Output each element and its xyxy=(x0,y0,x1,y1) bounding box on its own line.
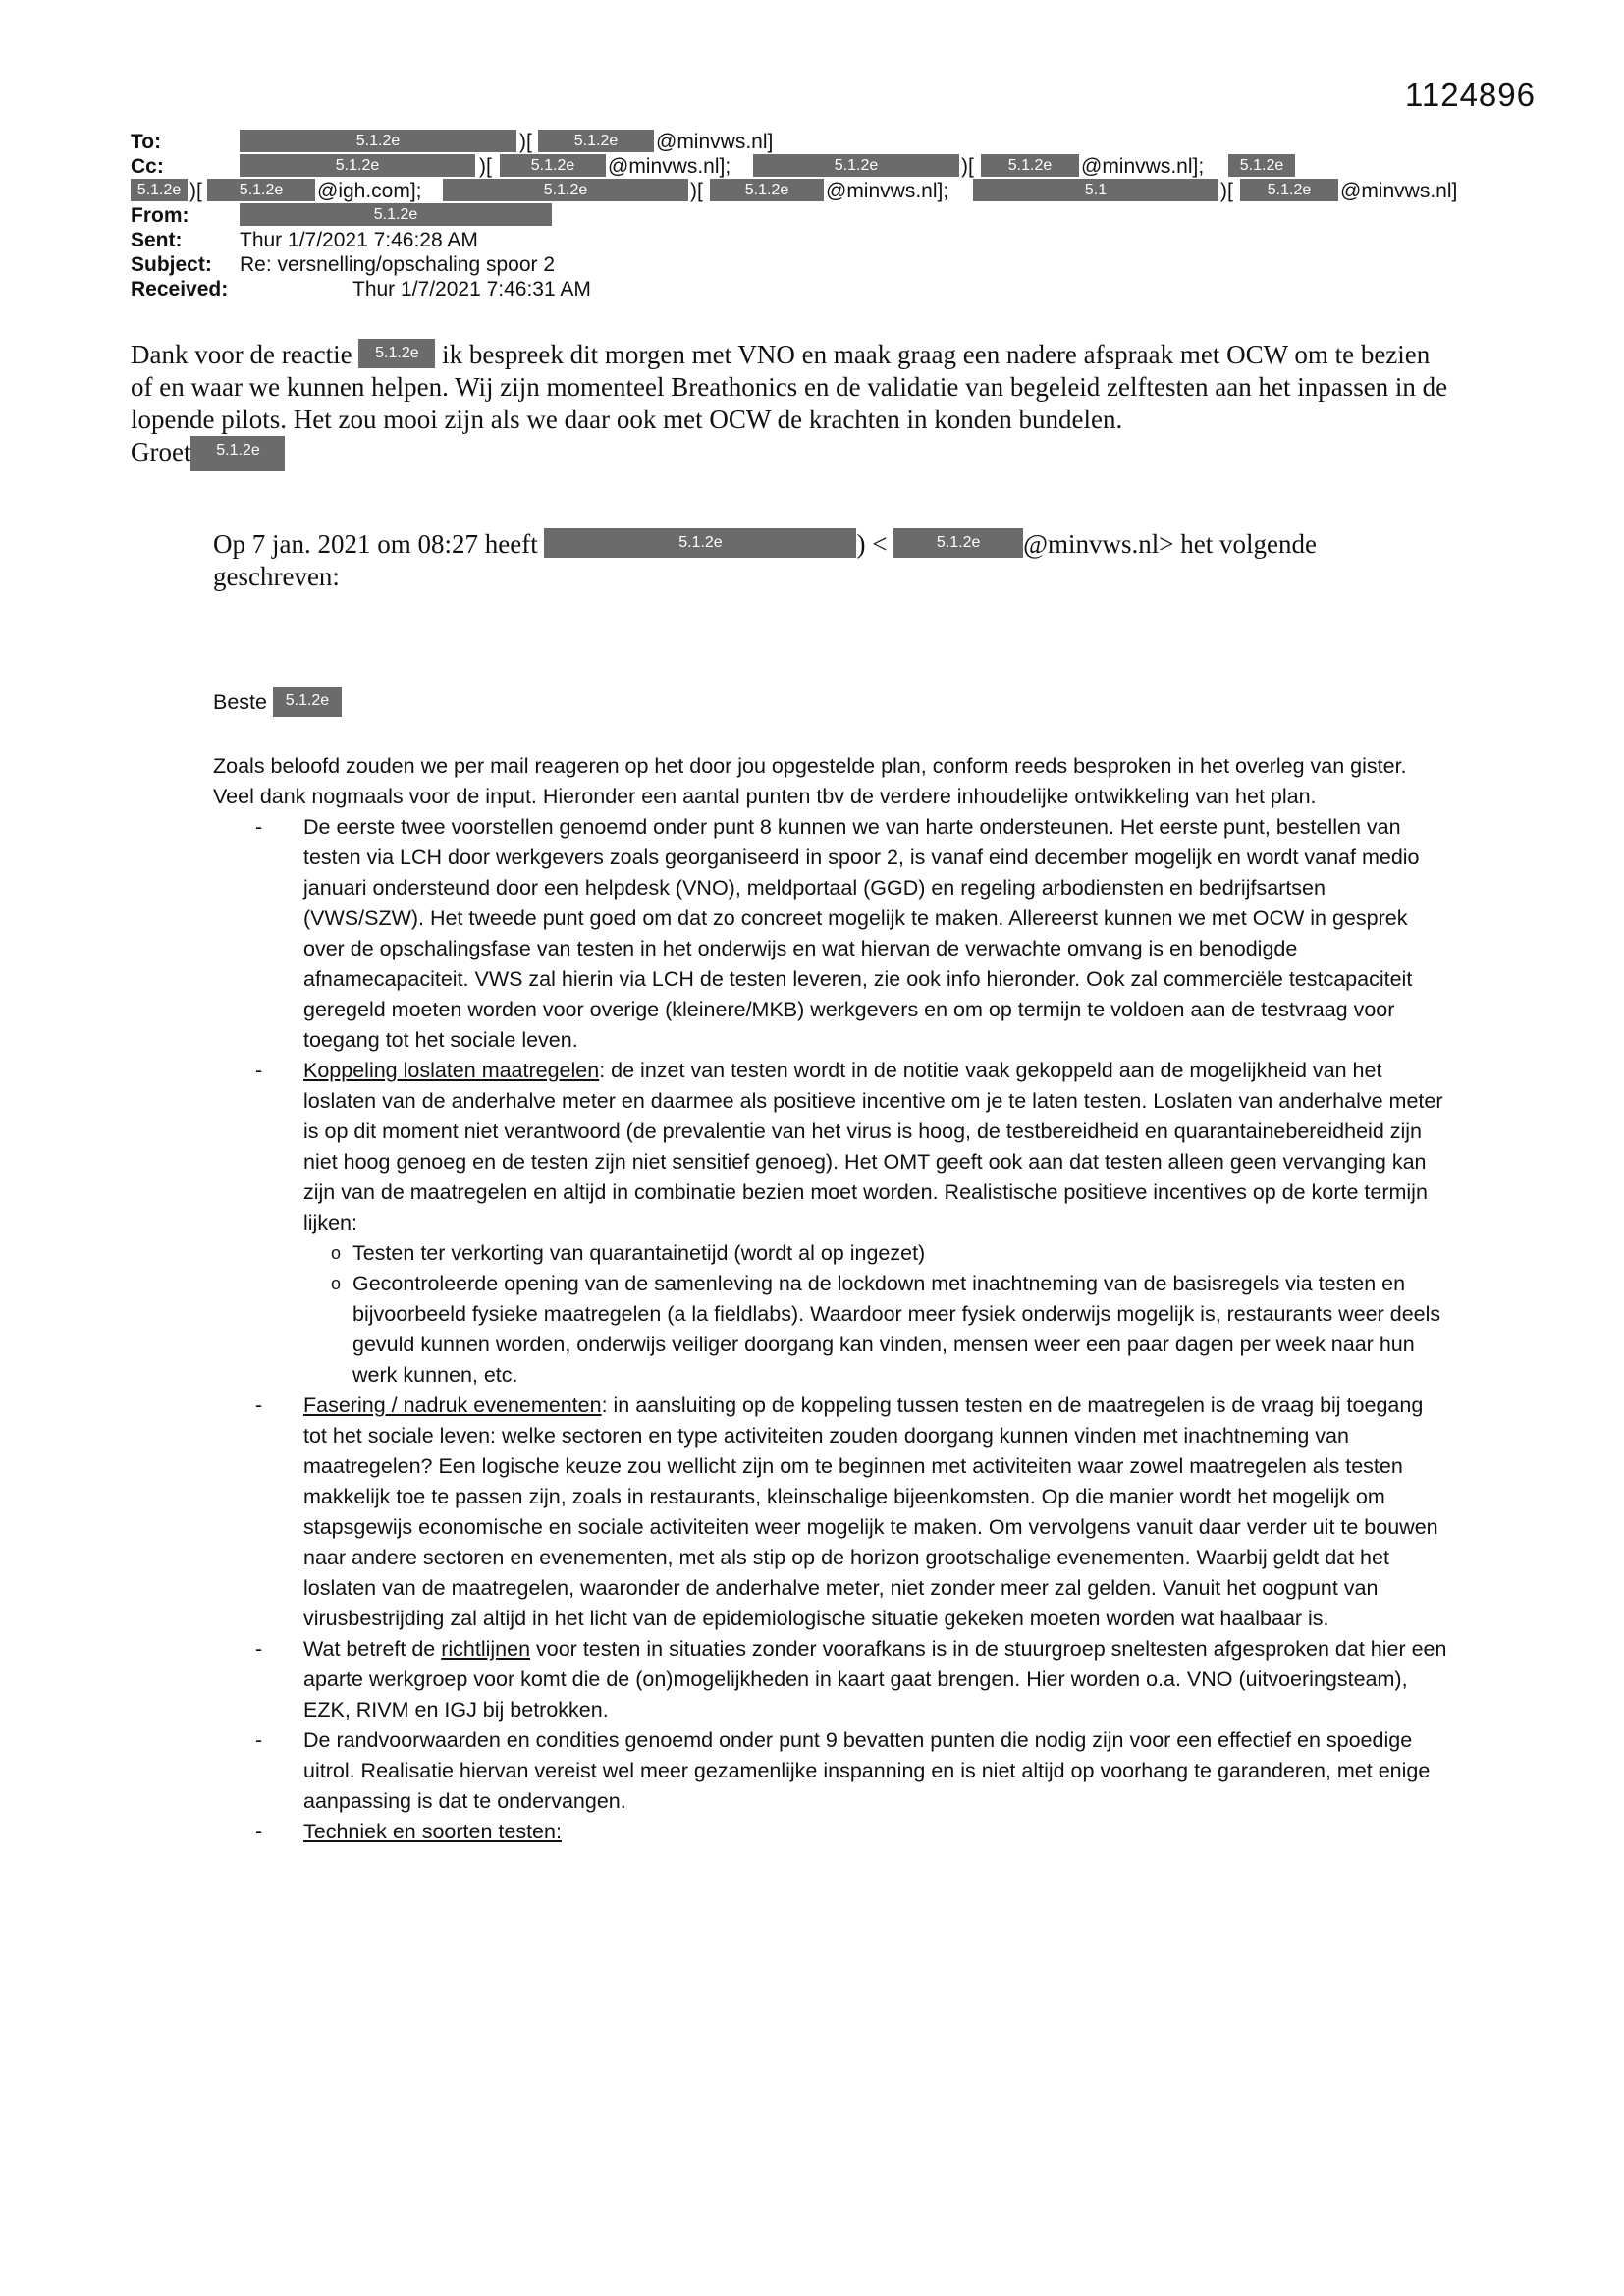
bracket-text: )[ xyxy=(1220,180,1233,202)
header-cc-row xyxy=(131,154,1505,179)
quote-line-2: geschreven: xyxy=(213,562,340,591)
redaction-box: 5.1.2e xyxy=(893,528,1023,558)
bullet-text: : in aansluiting op de koppeling tussen testen en de maatregelen is de vraag bij toegang tot het sociale leven: welke sectoren en type activiteiten zouden doorgang kunnen vinden met inachtneming van maatregelen? Een logische keuze zou wellicht zijn om te beginnen met activiteiten waar zowel maatregelen als testen makkelijk toe te passen zijn, zoals in restaurants, kleinschalige bijeenkomsten. Op die manier wordt het mogelijk om stapsgewijs economische en sociale activiteiten weer mogelijk te maken. Om vervolgens vanuit daar verder uit te bouwen naar andere sectoren en evenementen, met als stip op de horizon grootschalige evenementen. Waarbij geldt dat het loslaten van de maatregelen, waaronder de anderhalve meter, niet zonder meer zal gelden. Vanuit het oogpunt van virusbestrijding zal altijd in het licht van de epidemiologische situatie gekeken moeten worden wat haalbaar is. xyxy=(303,1394,1438,1630)
quote-text: ) < xyxy=(856,529,888,559)
reply-line-2: of en waar we kunnen helpen. Wij zijn momenteel Breathonics en de validatie van begeleid zelftesten aan het inpassen in de xyxy=(131,372,1448,402)
email-domain: @minvws.nl] xyxy=(1340,180,1458,202)
header-to-row xyxy=(131,130,1505,154)
intro-paragraph: Zoals beloofd zouden we per mail reageren op het door jou opgestelde plan, conform reeds besproken in het overleg van gister. Veel dank nogmaals voor de input. Hieronder een aantal punten tbv de verdere inhoudelijke ontwikkeling van het plan. xyxy=(213,754,1407,808)
sub-list xyxy=(303,1238,1450,1391)
bracket-text: )[ xyxy=(479,155,492,178)
redaction-box: 5.1.2e xyxy=(240,203,552,226)
list-item: - De randvoorwaarden en condities genoemd onder punt 9 bevatten punten die nodig zijn voor een effectief en spoedige uitrol. Realisatie hiervan vereist wel meer gezamenlijke inspanning en is niet altijd op voorhang te garanderen, met enige aanpassing is dat te ondervangen. xyxy=(213,1725,1450,1817)
reply-greeting-line xyxy=(131,436,1525,471)
bullet-heading: richtlijnen xyxy=(441,1637,531,1661)
bullet-text: Wat betreft de xyxy=(303,1637,442,1661)
redaction-box: 5.1.2e xyxy=(190,436,285,471)
header-cc-continuation xyxy=(131,179,1505,203)
reply-line-1 xyxy=(131,339,1525,371)
sub-list-item: o Gecontroleerde opening van de samenleving na de lockdown met inachtneming van de basisregels via testen en bijvoorbeeld fysieke maatregelen (a la fieldlabs). Waardoor meer fysiek onderwijs mogelijk is, restaurants weer deels gevuld kunnen worden, onderwijs veiliger doorgang kan vinden, mensen weer een paar dagen per week naar hun werk kunnen, etc. xyxy=(303,1269,1450,1391)
redaction-box: 5.1.2e xyxy=(981,154,1079,177)
header-from-row xyxy=(131,203,1505,228)
redaction-box: 5.1.2e xyxy=(500,154,606,177)
bullet-text: voor testen in situaties zonder voorafkans is in de stuurgroep sneltesten afgesproken dat hier een aparte werkgroep voor komt die de (on)mogelijkheden in kaart gaat brengen. Hier worden o.a. VNO (uitvoeringsteam), EZK, RIVM en IGJ bij betrokken. xyxy=(303,1637,1447,1722)
reply-text: Dank voor de reactie xyxy=(131,340,352,369)
redaction-box: 5.1.2e xyxy=(1228,154,1295,177)
redaction-box: 5.1.2e xyxy=(207,179,315,201)
from-label: From: xyxy=(131,204,189,227)
document-id: 1124896 xyxy=(1404,77,1536,113)
spacer xyxy=(213,718,1450,751)
bracket-text: )[ xyxy=(189,180,202,202)
salutation xyxy=(213,687,1450,718)
email-domain: @minvws.nl]; xyxy=(608,155,731,178)
bullet-heading: Koppeling loslaten maatregelen xyxy=(303,1059,600,1082)
bracket-text: )[ xyxy=(961,155,974,178)
greeting-text: Groet xyxy=(131,437,191,466)
reply-message xyxy=(131,339,1525,471)
list-item xyxy=(213,1056,1450,1391)
bullet-heading: Techniek en soorten testen: xyxy=(303,1820,562,1843)
sent-value: Thur 1/7/2021 7:46:28 AM xyxy=(240,229,478,251)
redaction-box: 5.1.2e xyxy=(538,130,654,152)
salutation-text: Beste xyxy=(213,690,267,714)
email-domain: @minvws.nl]; xyxy=(1081,155,1205,178)
redaction-box: 5.1.2e xyxy=(753,154,959,177)
bracket-text: )[ xyxy=(519,131,532,153)
redaction-box: 5.1.2e xyxy=(544,528,856,558)
quote-line-1 xyxy=(213,528,1440,561)
sub-list-item: o Testen ter verkorting van quarantainetijd (wordt al op ingezet) xyxy=(303,1238,1450,1269)
email-domain: @minvws.nl] xyxy=(656,131,774,153)
bracket-text: )[ xyxy=(690,180,703,202)
redaction-box: 5.1.2e xyxy=(131,179,188,201)
to-label: To: xyxy=(131,131,162,153)
email-header xyxy=(131,130,1505,301)
cc-label: Cc: xyxy=(131,155,164,178)
sent-label: Sent: xyxy=(131,229,183,251)
subject-value: Re: versnelling/opschaling spoor 2 xyxy=(240,253,556,276)
list-item xyxy=(213,1391,1450,1634)
list-item: - De eerste twee voorstellen genoemd onder punt 8 kunnen we van harte ondersteunen. Het eerste punt, bestellen van testen via LCH door werkgevers zoals georganiseerd in spoor 2, is vanaf eind december mogelijk en wordt vanaf medio januari ondersteund door een helpdesk (VNO), meldportaal (GGD) en regeling arbodiensten en bedrijfsartsen (VWS/SZW). Het tweede punt goed om dat zo concreet mogelijk te maken. Allereerst kunnen we met OCW in gesprek over de opschalingsfase van testen in het onderwijs en wat hiervan de verwachte omvang is en benodigde afnamecapaciteit. VWS zal hierin via LCH de testen leveren, zie ook info hieronder. Ook zal commerciële testcapaciteit geregeld moeten worden voor overige (kleinere/MKB) werkgevers en om op termijn te voldoen aan de testvraag voor toegang tot het sociale leven. xyxy=(213,812,1450,1056)
bullet-heading: Fasering / nadruk evenementen xyxy=(303,1394,602,1417)
redaction-box: 5.1.2e xyxy=(240,154,475,177)
bullet-list xyxy=(213,812,1450,1847)
quote-text: @minvws.nl> het volgende xyxy=(1023,529,1317,559)
redaction-box: 5.1.2e xyxy=(358,339,435,368)
email-domain: @igh.com]; xyxy=(317,180,422,202)
email-domain: @minvws.nl]; xyxy=(826,180,949,202)
reply-line-3: lopende pilots. Het zou mooi zijn als we daar ook met OCW de krachten in konden bundelen. xyxy=(131,405,1123,434)
email-body xyxy=(213,687,1450,1847)
header-received-row xyxy=(131,277,1505,301)
header-sent-row xyxy=(131,228,1505,252)
redaction-box: 5.1.2e xyxy=(1240,179,1338,201)
list-item xyxy=(213,1817,1450,1847)
redaction-box: 5.1.2e xyxy=(273,687,342,717)
reply-text: ik bespreek dit morgen met VNO en maak graag een nadere afspraak met OCW om te bezien xyxy=(442,340,1431,369)
redaction-box: 5.1 xyxy=(973,179,1218,201)
quoted-intro xyxy=(213,528,1440,593)
subject-label: Subject: xyxy=(131,253,212,276)
received-value: Thur 1/7/2021 7:46:31 AM xyxy=(352,278,591,301)
quote-text: Op 7 jan. 2021 om 08:27 heeft xyxy=(213,529,538,559)
redaction-box: 5.1.2e xyxy=(710,179,824,201)
list-item xyxy=(213,1634,1450,1725)
bullet-text: : de inzet van testen wordt in de notitie vaak gekoppeld aan de mogelijkheid van het loslaten van de anderhalve meter en daarmee als positieve incentive om je te laten testen. Loslaten van anderhalve meter is op dit moment niet verantwoord (de prevalentie van het virus is hoog, de testbereidheid en quarantainebereidheid zijn niet hoog genoeg en de testen zijn niet sensitief genoeg). Het OMT geeft ook aan dat testen alleen geen vervanging kan zijn van de maatregelen en altijd in combinatie bezien moet worden. Realistische positieve incentives op de korte termijn lijken: xyxy=(303,1059,1443,1234)
redaction-box: 5.1.2e xyxy=(240,130,516,152)
redaction-box: 5.1.2e xyxy=(443,179,688,201)
header-subject-row xyxy=(131,252,1505,277)
received-label: Received: xyxy=(131,278,229,301)
